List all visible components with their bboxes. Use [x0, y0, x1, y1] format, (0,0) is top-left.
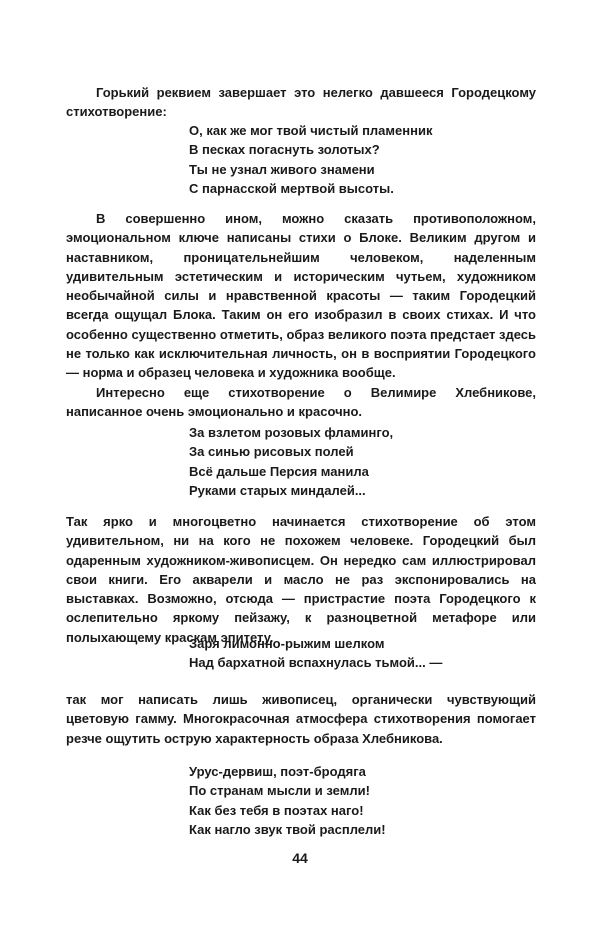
paragraph-2: В совершенно ином, можно сказать противоположном, эмоциональном ключе написаны стихи о Блоке. Великим другом и наставником, проницательнейшим человеком, наделенным удивительным эстетическим и историческим чутьем, художником необычайной силы и нравственной красоты — таким Городецкий всегда ощущал Блока. Таким он его изобразил в своих стихах. И что особенно существенно отметить, образ великого поэта предстает здесь не только как исключительная личность, он в восприятии Городецкого — норма и образец человека и художника вообще. — [66, 211, 536, 381]
verse-line: Как нагло звук твой расплели! — [189, 821, 386, 837]
verse-line: Руками старых миндалей... — [189, 482, 366, 498]
paragraph-intro — [66, 83, 536, 122]
verse-block-3 — [189, 634, 442, 673]
verse-line: Над бархатной вспахнулась тьмой... — — [189, 655, 443, 671]
verse-line: За взлетом розовых фламинго, — [189, 425, 394, 440]
page-number: 44 — [292, 850, 308, 866]
paragraph-1: Горький реквием завершает это нелегко давшееся Городецкому стихотворение: — [66, 85, 536, 120]
verse-block-4 — [189, 762, 386, 839]
verse-block-1 — [189, 121, 432, 198]
verse-line: Урус-дервиш, поэт-бродяга — [189, 764, 366, 779]
verse-line: Заря лимонно-рыжим шелком — [189, 636, 385, 651]
paragraph-group-color — [66, 690, 536, 748]
verse-line: С парнасской мертвой высоты. — [189, 180, 394, 196]
verse-line: Как без тебя в поэтах наго! — [189, 802, 364, 818]
paragraph-5: так мог написать лишь живописец, органически чувствующий цветовую гамму. Многокрасочная атмосфера стихотворения помогает резче ощутить острую характерность образа Хлебникова. — [66, 692, 536, 746]
verse-line: О, как же мог твой чистый пламенник — [189, 123, 433, 138]
paragraph-group-blok — [66, 209, 536, 421]
paragraph-3: Интересно еще стихотворение о Велимире Хлебникове, написанное очень эмоционально и красочно. — [66, 384, 536, 419]
verse-line: За синью рисовых полей — [189, 444, 354, 460]
verse-line: В песках погаснуть золотых? — [189, 142, 380, 158]
verse-line: Всё дальше Персия манила — [189, 463, 369, 479]
verse-line: Ты не узнал живого знамени — [189, 161, 375, 177]
paragraph-4: Так ярко и многоцветно начинается стихотворение об этом удивительном, ни на кого не похожем человеке. Городецкий был одаренным художником-живописцем. Он нередко сам иллюстрировал свои книги. Его акварели и масло не раз экспонировались на выставках. Возможно, отсюда — пристрастие поэта Городецкого к ослепительно яркому пейзажу, к разноцветной метафоре или полыхающему краскам эпитету. — [66, 514, 536, 645]
verse-line: По странам мысли и земли! — [189, 783, 370, 799]
paragraph-group-painter — [66, 512, 536, 647]
verse-block-2 — [189, 423, 393, 500]
